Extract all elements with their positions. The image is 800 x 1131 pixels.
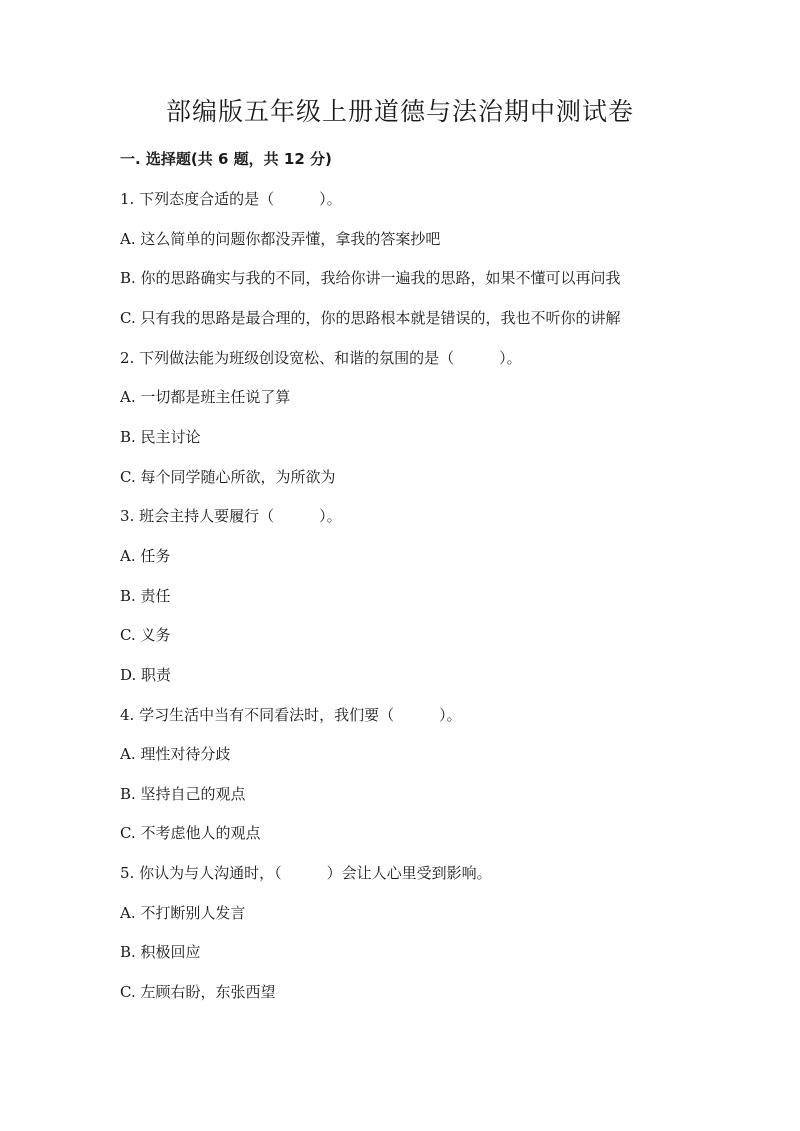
answer-option: C. 每个同学随心所欲，为所欲为 [120, 468, 336, 486]
question-stem: 4. 学习生活中当有不同看法时，我们要（ ）。 [120, 706, 462, 724]
section-heading: 一. 选择题(共 6 题，共 12 分) [120, 150, 332, 168]
answer-option: A. 理性对待分歧 [120, 745, 231, 763]
answer-option: B. 积极回应 [120, 943, 201, 961]
answer-option: D. 职责 [120, 666, 172, 684]
answer-option: B. 你的思路确实与我的不同，我给你讲一遍我的思路，如果不懂可以再问我 [120, 269, 621, 287]
answer-option: C. 义务 [120, 626, 171, 644]
answer-option: A. 这么简单的问题你都没弄懂，拿我的答案抄吧 [120, 230, 441, 248]
question-stem: 3. 班会主持人要履行（ ）。 [120, 507, 342, 525]
question-stem: 5. 你认为与人沟通时，（ ）会让人心里受到影响。 [120, 864, 492, 882]
page-title: 部编版五年级上册道德与法治期中测试卷 [165, 97, 634, 126]
question-stem: 2. 下列做法能为班级创设宽松、和谐的氛围的是（ ）。 [120, 349, 522, 367]
answer-option: C. 左顾右盼，东张西望 [120, 983, 276, 1001]
answer-option: B. 民主讨论 [120, 428, 201, 446]
answer-option: C. 不考虑他人的观点 [120, 824, 261, 842]
question-stem: 1. 下列态度合适的是（ ）。 [120, 190, 342, 208]
answer-option: B. 责任 [120, 587, 171, 605]
answer-option: A. 任务 [120, 547, 171, 565]
answer-option: B. 坚持自己的观点 [120, 785, 246, 803]
answer-option: A. 一切都是班主任说了算 [120, 388, 291, 406]
answer-option: A. 不打断别人发言 [120, 904, 246, 922]
answer-option: C. 只有我的思路是最合理的，你的思路根本就是错误的，我也不听你的讲解 [120, 309, 621, 327]
